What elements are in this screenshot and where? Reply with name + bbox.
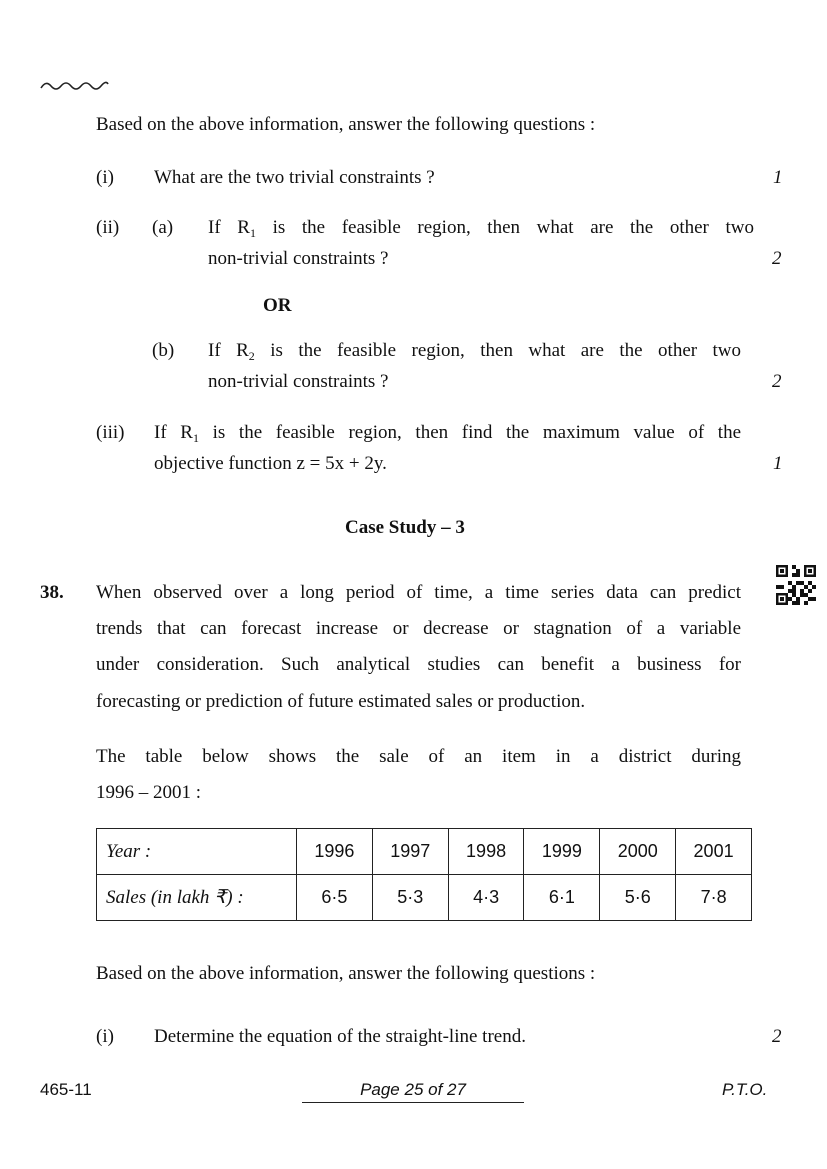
table-intro-line-1: The table below shows the sale of an item in a district during <box>96 746 741 767</box>
q38-line-1: When observed over a long period of time, a time series data can predict <box>96 582 741 603</box>
q2a-line2: non-trivial constraints ? <box>208 248 389 269</box>
pto-label: P.T.O. <box>722 1080 768 1099</box>
q38i-text: Determine the equation of the straight-line trend. <box>154 1026 526 1047</box>
sales-cell: 6·1 <box>524 875 600 921</box>
q1-marks: 1 <box>773 167 783 188</box>
q1-text: What are the two trivial constraints ? <box>154 167 435 188</box>
or-separator: OR <box>263 295 292 316</box>
q3-line2: objective function z = 5x + 2y. <box>154 453 387 474</box>
intro-text: Based on the above information, answer the following questions : <box>96 114 596 135</box>
q3-line1: If $R_1$ is the feasible region, then find the maximum value of the <box>154 422 742 445</box>
footer-rule <box>302 1102 524 1103</box>
q38-number: 38. <box>40 582 64 603</box>
q2a-label: (a) <box>152 217 174 238</box>
case-study-title: Case Study – 3 <box>345 517 465 538</box>
table-intro-line-2: 1996 – 2001 : <box>96 782 202 803</box>
q38i-marks: 2 <box>772 1026 782 1047</box>
q38-line-2: trends that can forecast increase or decrease or stagnation of a variable <box>96 618 741 639</box>
q2b-marks: 2 <box>772 371 782 392</box>
sales-cell: 6·5 <box>297 875 373 921</box>
q38-line-3: under consideration. Such analytical studies can benefit a business for <box>96 654 741 675</box>
intro-text-2: Based on the above information, answer the following questions : <box>96 963 596 984</box>
paper-code: 465-11 <box>40 1080 92 1099</box>
sales-cell: 4·3 <box>448 875 524 921</box>
q2b-label: (b) <box>152 340 175 361</box>
sales-cell: 5·3 <box>372 875 448 921</box>
q2b-line2: non-trivial constraints ? <box>208 371 389 392</box>
sales-table <box>96 828 752 921</box>
sales-cell: 7·8 <box>676 875 752 921</box>
year-cell: 2000 <box>600 829 676 875</box>
qr-code-icon <box>776 565 816 605</box>
q2a-line1: If $R_1$ is the feasible region, then what are the other two <box>208 217 755 240</box>
q2b-line1: If $R_2$ is the feasible region, then what are the other two <box>208 340 742 363</box>
page-number: Page 25 of 27 <box>360 1080 466 1099</box>
q3-number: (iii) <box>96 422 125 443</box>
year-cell: 1998 <box>448 829 524 875</box>
q38-line-4: forecasting or prediction of future estimated sales or production. <box>96 691 586 712</box>
table-row-years <box>97 829 752 875</box>
wave-ornament-icon <box>40 78 110 94</box>
table-row-sales <box>97 875 752 921</box>
sales-label: Sales (in lakh ₹) : <box>97 875 297 921</box>
q1-number: (i) <box>96 167 114 188</box>
year-cell: 2001 <box>676 829 752 875</box>
q3-marks: 1 <box>773 453 783 474</box>
q38i-number: (i) <box>96 1026 114 1047</box>
sales-cell: 5·6 <box>600 875 676 921</box>
year-label: Year : <box>97 829 297 875</box>
year-cell: 1999 <box>524 829 600 875</box>
q2a-marks: 2 <box>772 248 782 269</box>
year-cell: 1997 <box>372 829 448 875</box>
year-cell: 1996 <box>297 829 373 875</box>
q2-number: (ii) <box>96 217 120 238</box>
